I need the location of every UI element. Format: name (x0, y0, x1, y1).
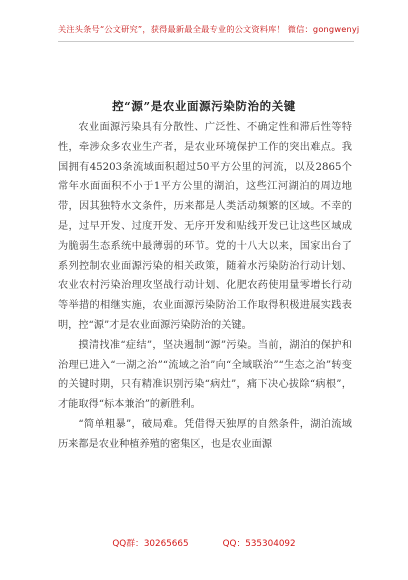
footer-qq-group: QQ群：30265665 (112, 539, 189, 549)
header-divider (58, 41, 354, 42)
header-banner: 关注头条号“公文研究”，获得最新最全最专业的公文资料库！ 微信：gongwenyj (58, 24, 360, 34)
document-body (58, 118, 352, 455)
paragraph-2: 摸清找准“症结”，坚决遏制“源”污染。当前，湖泊的保护和治理已进入“一湖之治”“流域之治”向“全域联治”“生态之治”转变的关键时期，只有精准识别污染“病灶”，痛下决心拔除“病根”，才能取得“标本兼治”的新胜利。 (58, 339, 352, 411)
document-title: 控“源”是农业面源污染防治的关键 (112, 99, 296, 113)
paragraph-1: 农业面源污染具有分散性、广泛性、不确定性和滞后性等特性，牵涉众多农业生产者，是农业环境保护工作的突出难点。我国拥有45203条流域面积超过50平方公里的河流，以及2865个常年水面面积不小于1平方公里的湖泊，这些江河湖泊的周边地带，因其独特水文条件，历来都是人类活动频繁的区域。不幸的是，过早开发、过度开发、无序开发和贴线开发已让这些区域成为脆弱生态系统中最薄弱的环节。党的十八大以来，国家出台了系列控制农业面源污染的相关政策，随着水污染防治行动计划、农业农村污染治理攻坚战行动计划、化肥农药使用量零增长行动等举措的相继实施，农业面源污染防治工作取得积极进展实践表明，控“源”才是农业面源污染防治的关键。 (58, 122, 352, 331)
paragraph-3: “简单粗暴”，破局难。凭借得天独厚的自然条件，湖泊流域历来都是农业种植养殖的密集区，也是农业面源 (58, 418, 352, 450)
footer-contact (0, 536, 408, 549)
footer-qq-number: QQ：535304092 (222, 539, 296, 549)
